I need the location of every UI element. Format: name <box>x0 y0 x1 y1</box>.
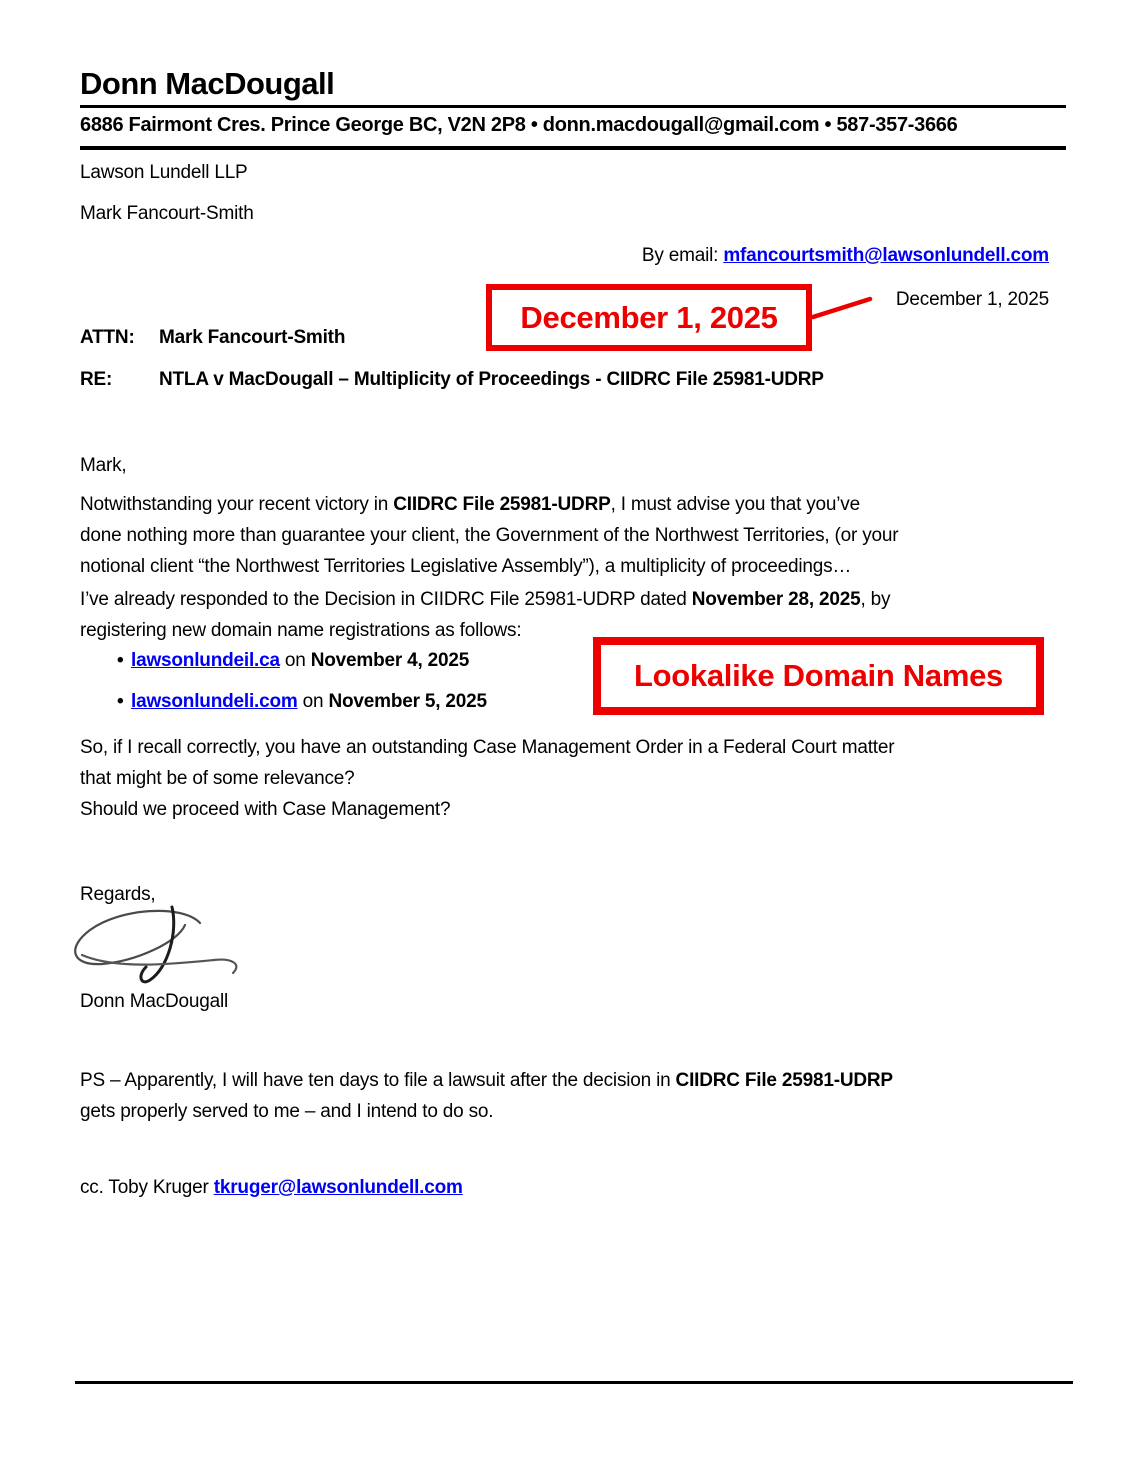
attn-label: ATTN: <box>80 327 135 348</box>
date-text: December 1, 2025 <box>895 289 1049 310</box>
date-callout-line <box>810 294 874 322</box>
domains-annotation-text: Lookalike Domain Names <box>634 658 1003 693</box>
signature-scribble <box>62 898 247 988</box>
ps-paragraph: PS – Apparently, I will have ten days to file a lawsuit after the decision in CIIDRC File 25981-UDRP gets properly served to me – and I intend to do so. <box>80 1070 893 1122</box>
signer-name: Donn MacDougall <box>80 991 229 1012</box>
paragraph-2: I’ve already responded to the Decision in CIIDRC File 25981-UDRP dated November 28, 2025, by registering new domain name registrations as follows: <box>80 589 891 641</box>
paragraph-1: Notwithstanding your recent victory in CIIDRC File 25981-UDRP, I must advise you that you’ve done nothing more than guarantee your client, the Government of the Northwest Territories, (or your notional client “the Northwest Territories Legislative Assembly”), a multiplicity of proceedings… <box>80 494 899 577</box>
re-label: RE: <box>80 369 113 390</box>
letterhead-name: Donn MacDougall <box>80 66 335 101</box>
domains-annotation-box <box>593 637 1044 715</box>
cc-email-link[interactable]: tkruger@lawsonlundell.com <box>213 1177 463 1198</box>
letterhead-rule-bottom <box>80 146 1066 150</box>
domain-link[interactable]: lawsonlundeil.ca <box>131 650 280 671</box>
paragraph-4: Should we proceed with Case Management? <box>80 799 451 820</box>
cc-line <box>80 1172 463 1203</box>
footer-rule <box>75 1381 1073 1384</box>
recipient-firm: Lawson Lundell LLP <box>80 162 248 183</box>
re-row <box>80 369 1066 391</box>
letterhead-contact: 6886 Fairmont Cres. Prince George BC, V2N 2P8 • donn.macdougall@gmail.com • 587-357-3666 <box>80 114 958 136</box>
re-value: NTLA v MacDougall – Multiplicity of Proceedings - CIIDRC File 25981-UDRP <box>159 369 824 390</box>
paragraph-3: So, if I recall correctly, you have an outstanding Case Management Order in a Federal Court matter that might be of some relevance? <box>80 737 895 789</box>
bullet-list <box>80 649 600 731</box>
bullet-item-domain-2: • lawsonlundeli.com on November 5, 2025 <box>80 690 600 714</box>
letterhead-rule-top <box>80 105 1066 108</box>
date-annotation-text: December 1, 2025 <box>520 299 778 335</box>
salutation: Mark, <box>80 455 127 476</box>
attn-row <box>80 327 1066 349</box>
by-email-line <box>80 245 1049 267</box>
bullet-item-domain-1: • lawsonlundeil.ca on November 4, 2025 <box>80 649 600 673</box>
recipient-email-link[interactable]: mfancourtsmith@lawsonlundell.com <box>723 245 1049 266</box>
attn-value: Mark Fancourt-Smith <box>159 327 346 348</box>
domain-link[interactable]: lawsonlundeli.com <box>131 691 298 712</box>
closing-regards: Regards, <box>80 884 156 905</box>
cc-label: cc. Toby Kruger <box>80 1177 214 1198</box>
recipient-name: Mark Fancourt-Smith <box>80 203 254 224</box>
by-email-label: By email: <box>641 245 724 266</box>
